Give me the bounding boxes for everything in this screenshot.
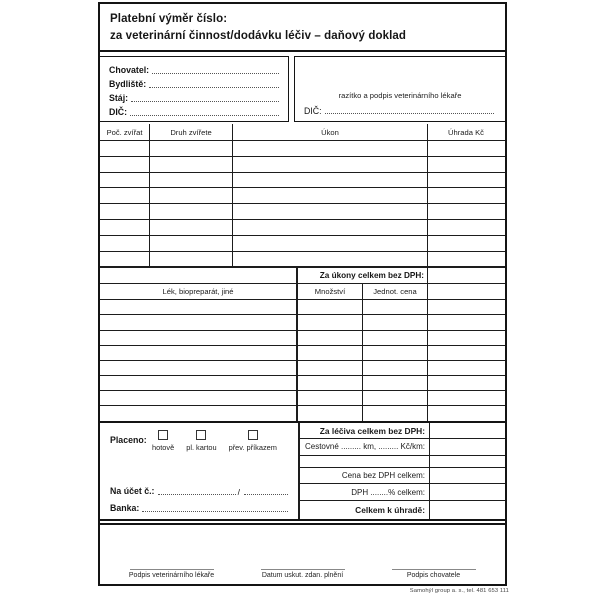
empty-cell[interactable] (100, 204, 150, 219)
empty-cell[interactable] (150, 141, 233, 156)
empty-cell[interactable] (428, 391, 504, 405)
meds-table-row (100, 346, 505, 361)
amount-cell[interactable] (429, 423, 505, 438)
account-number-fill-line[interactable] (158, 486, 236, 495)
totals-label: Celkem k úhradě: (355, 504, 425, 515)
checkbox-pl-kartou[interactable] (196, 430, 206, 440)
acts-total-row (100, 267, 505, 284)
amount-cell[interactable] (429, 456, 505, 468)
empty-cell[interactable] (100, 157, 150, 172)
acts-table-header (100, 124, 505, 141)
chovatel-label: Chovatel: (109, 65, 150, 75)
acts-header-ukon: Úkon (233, 124, 428, 140)
amount-cell[interactable] (429, 468, 505, 483)
empty-cell[interactable] (100, 236, 150, 251)
meds-table-row (100, 300, 505, 315)
payment-option-label: hotově (152, 443, 175, 452)
bank-label: Banka: (110, 503, 140, 513)
empty-cell[interactable] (233, 173, 428, 188)
totals-row (300, 484, 505, 500)
totals-label: Za léčiva celkem bez DPH: (319, 425, 425, 436)
empty-cell[interactable] (363, 300, 428, 314)
empty-cell[interactable] (233, 141, 428, 156)
empty-cell[interactable] (363, 391, 428, 405)
empty-cell[interactable] (233, 220, 428, 235)
bank-field (110, 501, 289, 514)
acts-total-amount-cell[interactable] (428, 268, 504, 283)
signature-label: Podpis chovatele (406, 572, 461, 579)
empty-cell[interactable] (233, 157, 428, 172)
empty-cell[interactable] (100, 391, 298, 405)
totals-row (300, 439, 505, 455)
form-title-line2: za veterinární činnost/dodávku léčiv – daňový doklad (110, 30, 406, 42)
empty-cell[interactable] (233, 188, 428, 203)
totals-label: Cestovné ......... km, ......... Kč/km: (304, 442, 425, 452)
amount-cell[interactable] (429, 484, 505, 499)
empty-cell[interactable] (428, 315, 504, 329)
acts-table-row (100, 188, 505, 204)
totals-label (300, 456, 429, 468)
totals-box (300, 423, 505, 519)
payment-option-3 (229, 430, 277, 452)
empty-cell[interactable] (428, 252, 504, 267)
empty-cell[interactable] (428, 361, 504, 375)
owner-field-staj (109, 90, 280, 104)
empty-cell[interactable] (428, 157, 504, 172)
placeno-label: Placeno: (110, 435, 147, 445)
empty-cell[interactable] (233, 204, 428, 219)
acts-total-spacer-cell (100, 268, 298, 283)
vet-dic-fill-line[interactable] (325, 105, 494, 114)
payment-options (152, 430, 277, 452)
meds-table-rows (100, 300, 505, 421)
totals-row (300, 423, 505, 439)
account-field (110, 484, 289, 497)
meds-header-jednot-cena: Jednot. cena (363, 284, 428, 299)
form-tables (100, 124, 505, 421)
empty-cell[interactable] (298, 406, 363, 421)
empty-cell[interactable] (100, 315, 298, 329)
empty-cell[interactable] (298, 315, 363, 329)
meds-table-row (100, 391, 505, 406)
acts-table-row (100, 173, 505, 189)
amount-cell[interactable] (429, 439, 505, 454)
empty-cell[interactable] (150, 188, 233, 203)
empty-cell[interactable] (233, 236, 428, 251)
acts-total-label: Za úkony celkem bez DPH: (298, 268, 428, 283)
meds-table-row (100, 406, 505, 421)
empty-cell[interactable] (100, 252, 150, 267)
empty-cell[interactable] (100, 300, 298, 314)
empty-cell[interactable] (363, 376, 428, 390)
empty-cell[interactable] (428, 376, 504, 390)
meds-header-amount-cell (428, 284, 504, 299)
acts-table-row (100, 236, 505, 252)
empty-cell[interactable] (100, 173, 150, 188)
owner-dic-label: DIČ: (109, 107, 128, 117)
meds-table-row (100, 315, 505, 330)
empty-cell[interactable] (428, 406, 504, 421)
bydliste-fill-line[interactable] (149, 79, 279, 88)
acts-table-row (100, 157, 505, 173)
acts-table-row (100, 204, 505, 220)
checkbox-p-ev-p-kazem[interactable] (248, 430, 258, 440)
signature-section (100, 523, 505, 584)
empty-cell[interactable] (363, 361, 428, 375)
owner-field-dic (109, 104, 280, 118)
empty-cell[interactable] (363, 331, 428, 345)
form-title-line1: Platební výměr číslo: (110, 13, 228, 25)
empty-cell[interactable] (100, 346, 298, 360)
totals-label: Cena bez DPH celkem: (341, 471, 425, 481)
empty-cell[interactable] (150, 220, 233, 235)
signature-label: Podpis veterinárního lékaře (128, 572, 215, 579)
meds-header-mnozstvi: Množství (298, 284, 363, 299)
owner-field-bydliste (109, 76, 280, 90)
empty-cell[interactable] (100, 220, 150, 235)
empty-cell[interactable] (150, 236, 233, 251)
empty-cell[interactable] (100, 406, 298, 421)
empty-cell[interactable] (428, 204, 504, 219)
bank-fill-line[interactable] (142, 503, 288, 512)
empty-cell[interactable] (100, 376, 298, 390)
staj-label: Stáj: (109, 93, 129, 103)
empty-cell[interactable] (150, 173, 233, 188)
empty-cell[interactable] (100, 141, 150, 156)
empty-cell[interactable] (428, 173, 504, 188)
acts-table-row (100, 220, 505, 236)
empty-cell[interactable] (428, 220, 504, 235)
payment-option-label: pl. kartou (186, 443, 217, 452)
totals-row (300, 456, 505, 469)
empty-cell[interactable] (100, 361, 298, 375)
meds-table-row (100, 376, 505, 391)
vet-stamp-box (294, 56, 505, 122)
empty-cell[interactable] (428, 331, 504, 345)
vet-dic-label: DIČ: (304, 106, 322, 116)
totals-row (300, 501, 505, 519)
signature-block-3 (369, 569, 499, 579)
empty-cell[interactable] (298, 376, 363, 390)
empty-cell[interactable] (428, 346, 504, 360)
empty-cell[interactable] (428, 236, 504, 251)
signature-line[interactable] (392, 569, 476, 570)
empty-cell[interactable] (363, 406, 428, 421)
payment-method-box (100, 423, 300, 519)
empty-cell[interactable] (363, 346, 428, 360)
empty-cell[interactable] (428, 141, 504, 156)
payment-option-label: přev. příkazem (228, 443, 277, 452)
bank-code-fill-line[interactable] (244, 486, 288, 495)
signature-label: Datum uskut. zdan. plnění (261, 572, 344, 579)
amount-cell[interactable] (429, 501, 505, 519)
account-separator: / (237, 487, 240, 497)
printer-imprint: Samohýl group a. s., tel. 481 653 111 (409, 588, 509, 594)
payment-section (100, 421, 505, 521)
acts-header-druh-zvirete: Druh zvířete (150, 124, 233, 140)
owner-field-chovatel (109, 62, 280, 76)
acts-header-uhrada-kc: Úhrada Kč (448, 127, 484, 137)
empty-cell[interactable] (428, 188, 504, 203)
empty-cell[interactable] (150, 157, 233, 172)
signature-line[interactable] (130, 569, 214, 570)
acts-header-poc-zvirat: Poč. zvířat (100, 124, 150, 140)
empty-cell[interactable] (150, 252, 233, 267)
payment-option-2 (186, 430, 216, 452)
empty-cell[interactable] (363, 315, 428, 329)
meds-table-row (100, 361, 505, 376)
empty-cell[interactable] (233, 252, 428, 267)
bydliste-label: Bydliště: (109, 79, 147, 89)
form-title-box (100, 4, 505, 52)
empty-cell[interactable] (298, 346, 363, 360)
empty-cell[interactable] (298, 361, 363, 375)
empty-cell[interactable] (298, 391, 363, 405)
signature-block-1 (107, 569, 237, 579)
owner-dic-fill-line[interactable] (130, 107, 279, 116)
acts-table-row (100, 252, 505, 268)
meds-table-header (100, 284, 505, 300)
totals-label: DPH ........% celkem: (351, 487, 425, 497)
empty-cell[interactable] (298, 300, 363, 314)
veterinary-payment-form (98, 2, 507, 586)
account-label: Na účet č.: (110, 486, 155, 496)
staj-fill-line[interactable] (131, 93, 279, 102)
signature-line[interactable] (261, 569, 345, 570)
empty-cell[interactable] (100, 331, 298, 345)
acts-table-row (100, 141, 505, 157)
meds-table-row (100, 331, 505, 346)
empty-cell[interactable] (428, 300, 504, 314)
checkbox-hotov-[interactable] (158, 430, 168, 440)
signature-block-2 (238, 569, 368, 579)
empty-cell[interactable] (150, 204, 233, 219)
empty-cell[interactable] (100, 188, 150, 203)
payment-option-1 (152, 430, 174, 452)
totals-row (300, 468, 505, 484)
meds-header-lek: Lék, biopreparát, jiné (100, 284, 298, 299)
chovatel-fill-line[interactable] (152, 65, 279, 74)
vet-dic-field (304, 103, 495, 116)
owner-info-box (100, 56, 289, 122)
empty-cell[interactable] (298, 331, 363, 345)
acts-table-rows (100, 141, 505, 267)
stamp-note: razítko a podpis veterinárního lékaře (338, 91, 462, 100)
